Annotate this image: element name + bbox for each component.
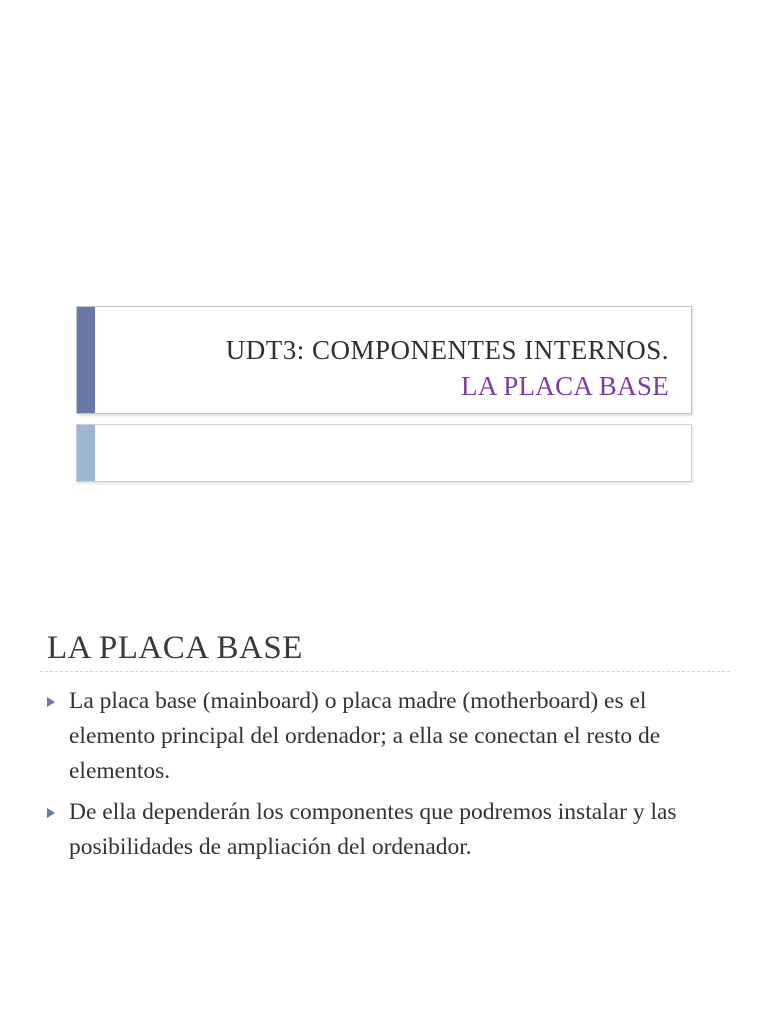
title-box (76, 306, 692, 414)
heading-divider (40, 671, 730, 672)
bullet-item (44, 795, 734, 865)
subtitle-accent-bar (77, 425, 95, 481)
slide-title-highlight: LA PLACA BASE (461, 371, 669, 401)
bullet-text: La placa base (mainboard) o placa madre (motherboard) es el elemento principal del ordenador; a ella se conectan el resto de elementos. (69, 688, 661, 784)
bullet-text: De ella dependerán los componentes que podremos instalar y las posibilidades de ampliación del ordenador. (69, 799, 677, 860)
subtitle-box (76, 424, 692, 482)
bullet-item (44, 684, 734, 789)
slide-title: UDT3: COMPONENTES INTERNOS. (225, 335, 669, 365)
title-accent-bar (77, 307, 95, 413)
section-heading: LA PLACA BASE (47, 630, 303, 666)
triangle-bullet-icon (47, 808, 55, 818)
triangle-bullet-icon (47, 697, 55, 707)
bullet-list (44, 684, 734, 871)
